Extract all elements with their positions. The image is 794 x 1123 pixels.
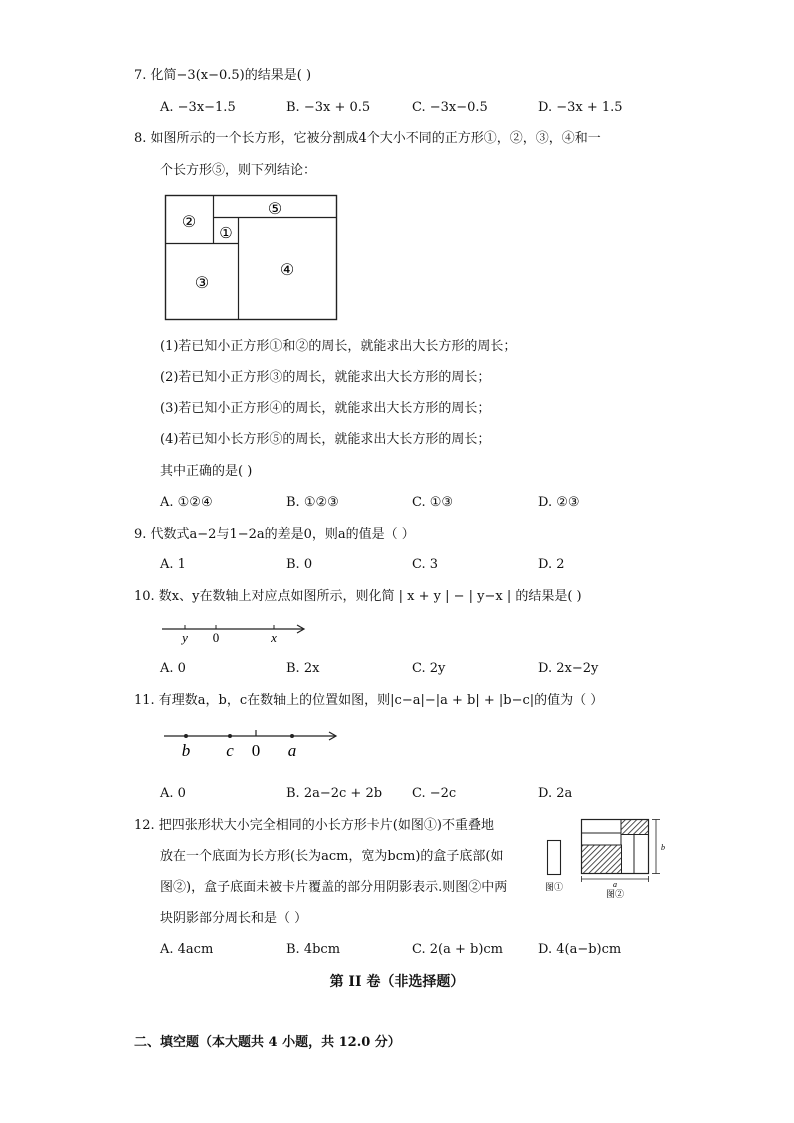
q11-label-b: b [181,741,191,760]
q11-option-b[interactable]: B. 2a−2c + 2b [286,786,383,801]
q11-option-c[interactable]: C. −2c [412,786,457,801]
q8-question: 其中正确的是( ) [160,464,253,479]
q8-label-5: ⑤ [267,201,283,218]
q8-label-2: ② [181,214,197,231]
q7-stem: 7. 化简−3(x−0.5)的结果是( ) [134,68,312,83]
q7-option-c[interactable]: C. −3x−0.5 [412,100,488,115]
q10-label-y: y [182,630,188,645]
q9-option-c[interactable]: C. 3 [412,557,439,572]
q10-label-0: 0 [212,630,220,645]
q10-number-line [160,618,310,646]
q11-option-d[interactable]: D. 2a [538,786,573,801]
q8-statement-4: (4)若已知小长方形⑤的周长，就能求出大长方形的周长； [160,432,491,447]
q8-option-b[interactable]: B. ①②③ [286,495,339,510]
q12-card-figure [548,841,561,875]
q10-stem: 10. 数x、y在数轴上对应点如图所示，则化简 | x + y | − | y−x | 的结果是( ) [134,589,582,604]
q9-option-a[interactable]: A. 1 [160,557,186,572]
q8-rectangle-figure [160,192,342,324]
q9-option-b[interactable]: B. 0 [286,557,313,572]
q11-stem: 11. 有理数a，b，c在数轴上的位置如图，则|c−a|−|a + b| + |b−c|的值为（ ） [134,693,604,708]
q7-option-d[interactable]: D. −3x + 1.5 [538,100,623,115]
q9-option-d[interactable]: D. 2 [538,557,565,572]
q10-option-c[interactable]: C. 2y [412,661,446,676]
q10-option-b[interactable]: B. 2x [286,661,320,676]
q10-label-x: x [271,630,277,645]
q8-label-1: ① [219,226,233,242]
q12-option-c[interactable]: C. 2(a + b)cm [412,942,503,957]
q12-fig2-label: 图② [605,889,625,899]
q8-statement-2: (2)若已知小正方形③的周长，就能求出大长方形的周长； [160,370,491,385]
q8-label-3: ③ [194,275,210,292]
q12-stem-line4: 块阴影部分周长和是（ ） [160,911,308,926]
q12-stem-line3: 图②)，盒子底面未被卡片覆盖的部分用阴影表示.则图②中两 [160,880,508,895]
q8-stem-line1: 8. 如图所示的一个长方形，它被分割成4个大小不同的正方形①，②，③，④和一 [134,131,601,146]
q12-shaded-region-top [621,820,649,835]
q8-statement-3: (3)若已知小正方形④的周长，就能求出大长方形的周长； [160,401,491,416]
part2-title: 第 II 卷（非选择题） [329,974,465,990]
q12-dim-b: b [661,843,665,852]
q8-option-d[interactable]: D. ②③ [538,495,580,510]
q8-option-a[interactable]: A. ①②④ [160,495,213,510]
q8-stem-line2: 个长方形⑤，则下列结论： [160,163,317,178]
q7-option-b[interactable]: B. −3x + 0.5 [286,100,371,115]
q12-option-b[interactable]: B. 4bcm [286,942,341,957]
section2-title: 二、填空题（本大题共 4 小题，共 12.0 分） [134,1035,401,1050]
q12-option-d[interactable]: D. 4(a−b)cm [538,942,622,957]
q12-option-a[interactable]: A. 4acm [160,942,214,957]
q12-fig1-label: 图① [544,882,564,892]
q11-label-0: 0 [251,741,261,760]
q11-option-a[interactable]: A. 0 [160,786,186,801]
q12-dim-a: a [613,880,617,889]
q12-figures [540,814,670,900]
q12-stem-line2: 放在一个底面为长方形(长为acm，宽为bcm)的盒子底部(如 [160,849,504,864]
q12-shaded-region-bottom [582,845,622,874]
q9-stem: 9. 代数式a−2与1−2a的差是0，则a的值是（ ） [134,527,415,542]
q11-number-line [160,724,340,762]
q8-option-c[interactable]: C. ①③ [412,495,454,510]
q7-option-a[interactable]: A. −3x−1.5 [160,100,236,115]
q8-label-4: ④ [279,262,295,279]
q12-stem-line1: 12. 把四张形状大小完全相同的小长方形卡片(如图①)不重叠地 [134,818,494,833]
q11-label-c: c [226,741,234,760]
q11-label-a: a [287,741,297,760]
q8-statement-1: (1)若已知小正方形①和②的周长，就能求出大长方形的周长； [160,339,517,354]
q10-option-d[interactable]: D. 2x−2y [538,661,599,676]
q10-option-a[interactable]: A. 0 [160,661,186,676]
